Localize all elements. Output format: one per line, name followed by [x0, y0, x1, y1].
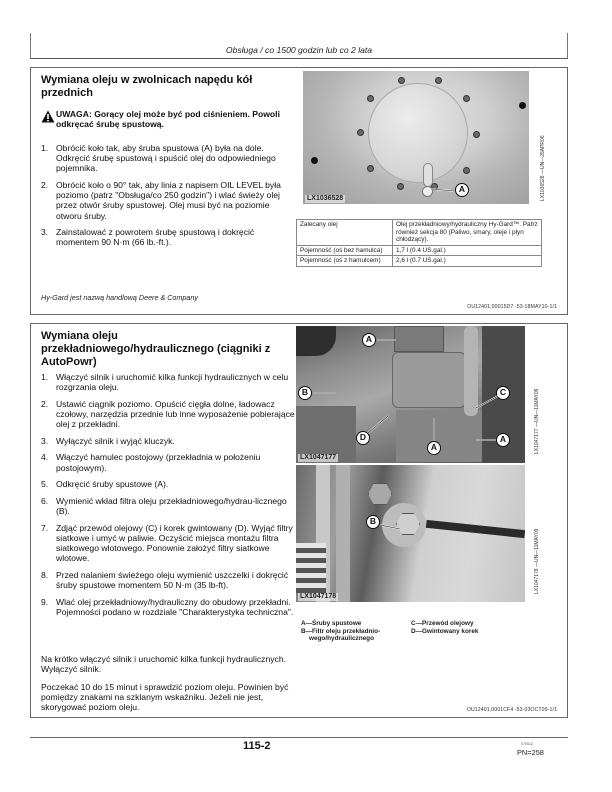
table-row — [297, 256, 542, 267]
spec-value: 2,6 l (0.7 US.gal.) — [393, 256, 542, 267]
hub-cover — [368, 83, 468, 183]
bolt — [463, 95, 470, 102]
step-number: 5. — [41, 479, 49, 490]
step-item — [41, 436, 299, 446]
step-number: 2. — [41, 180, 49, 190]
step-number: 6. — [41, 495, 49, 506]
section-title: Wymiana oleju w zwolnicach napędu kół przednich — [41, 74, 253, 99]
step-text: Odkręcić śruby spustowe (A). — [56, 479, 169, 490]
step-item — [41, 372, 299, 392]
image-side-ref: LX1036528 —UN—28APR06 — [540, 135, 546, 201]
step-text: Zdjąć przewód olejowy (C) i korek gwintowany (D). Wyjąć filtry siatkowe i umyć w paliwie. Oczyścić miejsca montażu filtra siatkowego wlotowego. Ponownie założyć filtry siatkowe wlotowe. — [56, 522, 293, 564]
section-final-drive-oil-change — [30, 67, 568, 315]
running-header — [30, 33, 568, 59]
step-text: Przed nalaniem świeżego oleju wymienić uszczelki i dokręcić śruby spustowe momentem 50 N·m (35 lb-ft). — [56, 569, 289, 590]
step-number: 3. — [41, 435, 49, 446]
callout-c: C — [496, 386, 510, 400]
wheel-hub-photo — [303, 71, 529, 204]
step-item — [41, 523, 299, 564]
step-text: Wyłączyć silnik i wyjąć kluczyk. — [56, 435, 175, 446]
callout-b: B — [366, 515, 380, 529]
bolt — [435, 77, 442, 84]
paragraph-check-level: Poczekać 10 do 15 minut i sprawdzić poziom oleju. Powinien być pomiędzy znakami na szklanym wskaźniku. Jeżeli nie jest, skorygować poziom oleju. — [41, 682, 289, 713]
step-text: Obrócić koło tak, aby śruba spustowa (A) była na dole. Odkręcić śrubę spustową i spuścić olej do odpowiedniego pojemnika. — [56, 143, 276, 174]
legend-right — [411, 620, 521, 635]
section-transmission-oil-change — [30, 323, 568, 718]
table-row — [297, 245, 542, 256]
pn-number: PN=258 — [517, 748, 544, 757]
callout-leader-lines — [296, 326, 525, 463]
steps-list — [41, 143, 296, 254]
step-number: 1. — [41, 143, 49, 153]
image-id: LX1047177 — [300, 454, 337, 461]
legend-left — [301, 620, 401, 643]
step-text: Zainstalować z powrotem śrubę spustową i dokręcić momentem 90 N·m (66 lb.-ft.). — [56, 227, 255, 248]
callout-a: A — [427, 441, 441, 455]
paragraph-run-engine: Na krótko włączyć silnik i uruchomić kilka funkcji hydraulicznych. Wyłączyć silnik. — [41, 654, 287, 675]
step-item — [41, 597, 299, 617]
bolt — [367, 95, 374, 102]
step-item — [41, 143, 296, 174]
image-id: LX1036528 — [307, 195, 344, 202]
step-item — [41, 180, 296, 221]
bolt — [398, 77, 405, 84]
callout-a: A — [362, 333, 376, 347]
step-number: 3. — [41, 227, 49, 238]
step-number: 4. — [41, 452, 49, 463]
footer-divider — [30, 737, 568, 738]
image-id: LX1047178 — [300, 593, 337, 600]
callout-a: A — [496, 433, 510, 447]
callout-leader-line — [296, 465, 525, 602]
caution-notice — [41, 109, 291, 129]
spec-value: 1,7 l (0.4 US.gal.) — [393, 245, 542, 256]
step-text: Ustawić ciągnik poziomo. Opuścić cięgła dolne, ładowacz czołowy, narzędzia przednie lub inne wyposażenie pobierające olej z przekładni. — [56, 398, 295, 430]
page-number: 115-2 — [243, 740, 271, 752]
bolt — [473, 131, 480, 138]
steps-list — [41, 372, 299, 623]
step-number: 9. — [41, 596, 49, 607]
table-row — [297, 220, 542, 246]
image-side-ref: LX1047177 —UN—11MAY09 — [534, 388, 540, 454]
step-item — [41, 227, 296, 247]
step-number: 7. — [41, 522, 49, 533]
step-item — [41, 452, 299, 472]
transmission-photo-bottom — [296, 465, 525, 602]
print-code: 070612 — [521, 742, 533, 746]
trademark-note: Hy-Gard jest nazwą handlową Deere & Company — [41, 293, 199, 302]
bolt — [367, 165, 374, 172]
step-text: Wlać olej przekładniowy/hydrauliczny do obudowy przekładni. Pojemności podano w rozdziale "Charakterystyka techniczna". — [56, 596, 294, 617]
bolt — [463, 167, 470, 174]
step-number: 1. — [41, 372, 49, 382]
callout-a: A — [455, 183, 469, 197]
callout-b: B — [298, 386, 312, 400]
doc-reference: OU12401,0001CF4 -53-03OCT09-1/1 — [466, 707, 557, 713]
step-text: Włączyć hamulec postojowy (przekładnia w położeniu postojowym). — [56, 452, 261, 473]
legend-item: wego/hydraulicznego — [309, 635, 374, 643]
header-title: Obsługa / co 1500 godzin lub co 2 lata — [225, 45, 373, 55]
step-item — [41, 570, 299, 590]
wheel-hole — [311, 157, 318, 164]
legend-item: D—Gwintowany korek — [411, 627, 479, 635]
image-side-ref: LX1047178 —UN—11MAY09 — [534, 528, 540, 594]
legend-item: C—Przewód olejowy — [411, 620, 474, 627]
step-text: Obrócić koło o 90° tak, aby linia z napisem OIL LEVEL była poziomo (patrz "Obsługa/co 250 godzin") i wlać świeży olej przez otwór śruby spustowej. Olej musi być na poziomie otworu śruby. — [56, 180, 281, 221]
bolt — [357, 129, 364, 136]
spec-label: Zalecany olej — [297, 220, 393, 246]
step-item — [41, 479, 299, 489]
caution-text: UWAGA: Gorący olej może być pod ciśnieniem. Powoli odkręcać śrubę spustową. — [56, 109, 280, 129]
step-number: 2. — [41, 398, 49, 409]
step-item — [41, 399, 299, 430]
spec-value: Olej przekładniowy/hydrauliczny Hy-Gard™. Patrz również sekcja 80 (Paliwo, smary, oleje i płyn chłodzący). — [393, 220, 542, 246]
transmission-photo-top — [296, 326, 525, 463]
step-number: 8. — [41, 569, 49, 580]
spec-label: Pojemność (oś bez hamulca) — [297, 245, 393, 256]
warning-triangle-icon — [41, 110, 55, 123]
callout-d: D — [356, 431, 370, 445]
legend-item: B—Filtr oleju przekładnio- — [301, 627, 381, 635]
wheel-hole — [519, 102, 526, 109]
bolt — [397, 183, 404, 190]
step-text: Wymienić wkład filtra oleju przekładniowego/hydrau-licznego (B). — [56, 495, 287, 516]
spec-label: Pojemność (oś z hamulcem) — [297, 256, 393, 267]
section-title: Wymiana oleju przekładniowego/hydraulicznego (ciągniki z AutoPowr) — [41, 330, 271, 368]
doc-reference: OU12401,00015D7 -53-18MAY10-1/1 — [467, 304, 557, 310]
step-item — [41, 496, 299, 516]
legend-item: A—Śruby spustowe — [301, 620, 362, 627]
spec-table — [296, 219, 542, 267]
step-text: Włączyć silnik i uruchomić kilka funkcji hydraulicznych w celu rozgrzania oleju. — [56, 372, 289, 393]
